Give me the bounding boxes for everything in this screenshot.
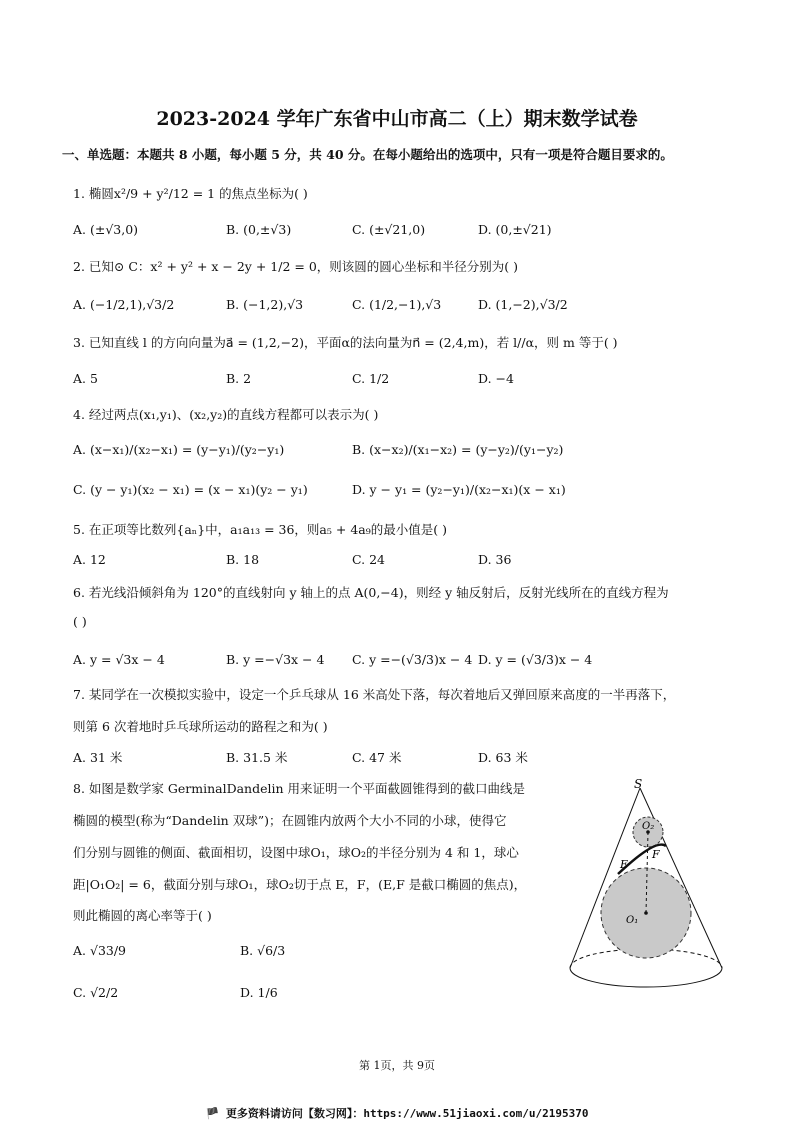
- q6-option-d: D. y = (√3/3)x − 4: [478, 652, 593, 667]
- q5-option-c: C. 24: [352, 552, 385, 567]
- q8-line-4: 距|O₁O₂| = 6，截面分别与球O₁，球O₂切于点 E，F，(E,F 是截口椭圆的焦点)，: [73, 877, 527, 892]
- q3-option-b: B. 2: [226, 371, 252, 386]
- q4-option-a: A. (x−x₁)/(x₂−x₁) = (y−y₁)/(y₂−y₁): [73, 442, 285, 457]
- q1-option-b: B. (0,±√3): [226, 222, 292, 237]
- exam-title: 2023-2024 学年广东省中山市高二（上）期末数学试卷: [156, 108, 638, 130]
- q4-stem: 4. 经过两点(x₁,y₁)、(x₂,y₂)的直线方程都可以表示为( ): [73, 407, 379, 422]
- q4-option-d: D. y − y₁ = (y₂−y₁)/(x₂−x₁)(x − x₁): [352, 482, 566, 497]
- q6-stem: 6. 若光线沿倾斜角为 120°的直线射向 y 轴上的点 A(0,−4)，则经 y 轴反射后，反射光线所在的直线方程为: [73, 585, 669, 600]
- q2-option-b: B. (−1,2),√3: [226, 297, 304, 312]
- q7-stem: 7. 某同学在一次模拟实验中，设定一个乒乓球从 16 米高处下落，每次着地后又弹回原来高度的一半再落下，: [73, 687, 676, 702]
- q3-option-c: C. 1/2: [352, 371, 390, 386]
- cone-base-front: [570, 968, 722, 987]
- q8-option-d: D. 1/6: [240, 985, 278, 1000]
- q8-line-2: 椭圆的模型(称为“Dandelin 双球”)；在圆锥内放两个大小不同的小球，使得它: [73, 813, 507, 828]
- q1-option-d: D. (0,±√21): [478, 222, 552, 237]
- q7-option-c: C. 47 米: [352, 750, 402, 765]
- q5-option-a: A. 12: [73, 552, 106, 567]
- q8-option-b: B. √6/3: [240, 943, 286, 958]
- q7-stem-cont: 则第 6 次着地时乒乓球所运动的路程之和为( ): [73, 719, 328, 734]
- q3-option-a: A. 5: [73, 371, 98, 386]
- q8-option-c: C. √2/2: [73, 985, 119, 1000]
- q6-option-b: B. y =−√3x − 4: [226, 652, 325, 667]
- q8-line-5: 则此椭圆的离心率等于( ): [73, 908, 212, 923]
- q2-option-c: C. (1/2,−1),√3: [352, 297, 442, 312]
- q7-option-a: A. 31 米: [73, 750, 123, 765]
- q2-stem: 2. 已知⊙ C：x² + y² + x − 2y + 1/2 = 0，则该圆的圆心坐标和半径分别为( ): [73, 259, 519, 274]
- q3-stem: 3. 已知直线 l 的方向向量为a⃗ = (1,2,−2)，平面α的法向量为n⃗ = (2,4,m)，若 l//α，则 m 等于( ): [73, 335, 618, 350]
- q5-option-d: D. 36: [478, 552, 512, 567]
- resource-link[interactable]: 🏴 更多资料请访问【数习网】：https://www.51jiaoxi.com/u/2195370: [205, 1107, 589, 1120]
- q4-option-c: C. (y − y₁)(x₂ − x₁) = (x − x₁)(y₂ − y₁): [73, 482, 308, 497]
- label-o2: O₂: [642, 821, 655, 832]
- q8-line-1: 8. 如图是数学家 GerminalDandelin 用来证明一个平面截圆锥得到的截口曲线是: [73, 781, 526, 796]
- label-s: S: [634, 777, 643, 791]
- label-e: E: [620, 858, 629, 871]
- center-o1-dot: [644, 911, 648, 915]
- q8-line-3: 们分别与圆锥的侧面、截面相切，设图中球O₁，球O₂的半径分别为 4 和 1，球心: [73, 845, 519, 860]
- q2-option-a: A. (−1/2,1),√3/2: [73, 297, 175, 312]
- q5-option-b: B. 18: [226, 552, 260, 567]
- label-f: F: [652, 848, 660, 861]
- page-footer: 第 1页，共 9页: [359, 1059, 435, 1072]
- q3-option-d: D. −4: [478, 371, 514, 386]
- q6-option-a: A. y = √3x − 4: [73, 652, 165, 667]
- q6-stem-cont: ( ): [73, 614, 87, 629]
- q7-option-b: B. 31.5 米: [226, 750, 288, 765]
- q1-stem: 1. 椭圆x²/9 + y²/12 = 1 的焦点坐标为( ): [73, 186, 308, 201]
- q6-option-c: C. y =−(√3/3)x − 4: [352, 652, 473, 667]
- q4-option-b: B. (x−x₂)/(x₁−x₂) = (y−y₂)/(y₁−y₂): [352, 442, 564, 457]
- q1-option-a: A. (±√3,0): [73, 222, 139, 237]
- q2-option-d: D. (1,−2),√3/2: [478, 297, 568, 312]
- q8-option-a: A. √33/9: [73, 943, 127, 958]
- q1-option-c: C. (±√21,0): [352, 222, 426, 237]
- q5-stem: 5. 在正项等比数列{aₙ}中，a₁a₁₃ = 36，则a₅ + 4a₉的最小值是( ): [73, 522, 447, 537]
- label-o1: O₁: [626, 915, 639, 926]
- section-heading: 一、单选题：本题共 8 小题，每小题 5 分，共 40 分。在每小题给出的选项中，只有一项是符合题目要求的。: [62, 147, 673, 162]
- dandelin-cone-figure: [566, 776, 732, 1012]
- q7-option-d: D. 63 米: [478, 750, 528, 765]
